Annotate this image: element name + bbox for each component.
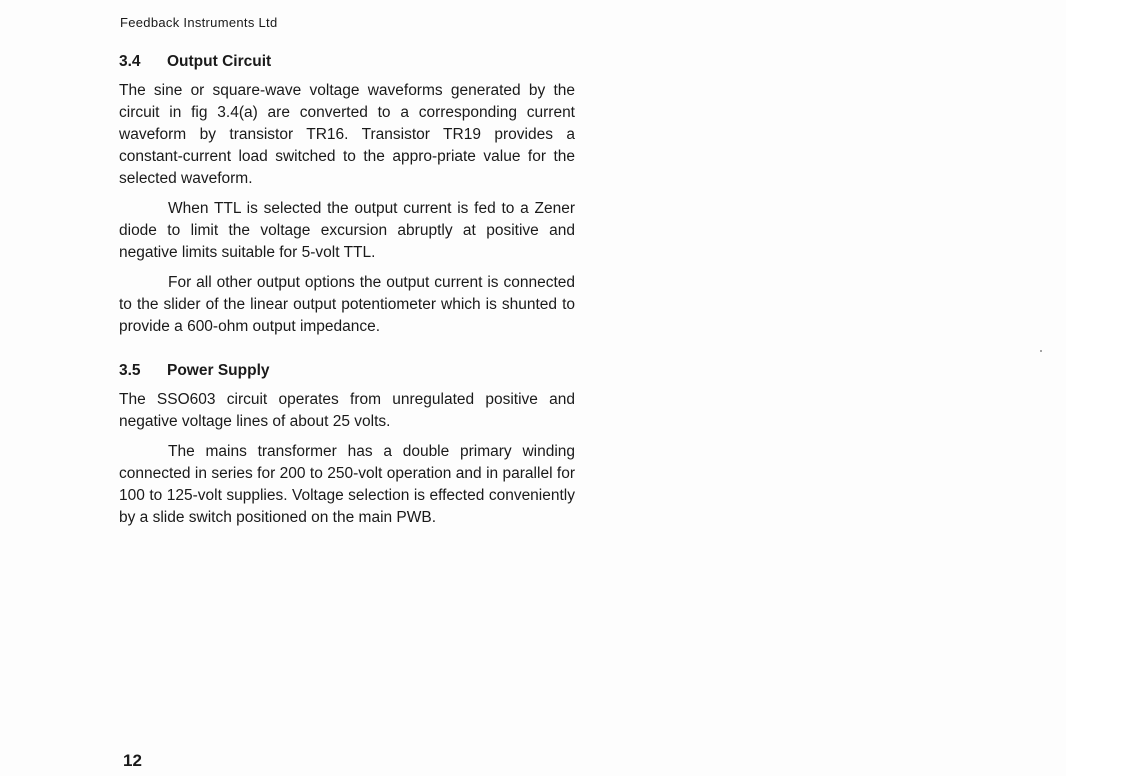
page-margin [1066,0,1131,776]
paragraph: The sine or square-wave voltage waveforms generated by the circuit in fig 3.4(a) are converted to a corresponding current waveform by transistor TR16. Transistor TR19 provides a constant-current load switched to the appro-priate value for the selected waveform. [119,82,575,187]
section-number: 3.4 [119,53,141,70]
section-number: 3.5 [119,362,141,379]
section-title: Power Supply [167,362,270,379]
page-number: 12 [123,751,142,770]
text-column [119,50,575,529]
scan-speck [1040,350,1042,352]
section-heading [119,359,575,383]
section-heading [119,50,575,74]
paragraph: The SSO603 circuit operates from unregulated positive and negative voltage lines of about 25 volts. [119,391,575,430]
paragraph: When TTL is selected the output current is fed to a Zener diode to limit the voltage excursion abruptly at positive and negative limits suitable for 5-volt TTL. [119,200,575,261]
section-title: Output Circuit [167,53,272,70]
company-header: Feedback Instruments Ltd [120,15,278,30]
paragraph: The mains transformer has a double primary winding connected in series for 200 to 250-volt operation and in parallel for 100 to 125-volt supplies. Voltage selection is effected conveniently by a slide switch positioned on the main PWB. [119,443,575,526]
paragraph: For all other output options the output current is connected to the slider of the linear output potentiometer which is shunted to provide a 600-ohm output impedance. [119,274,575,335]
